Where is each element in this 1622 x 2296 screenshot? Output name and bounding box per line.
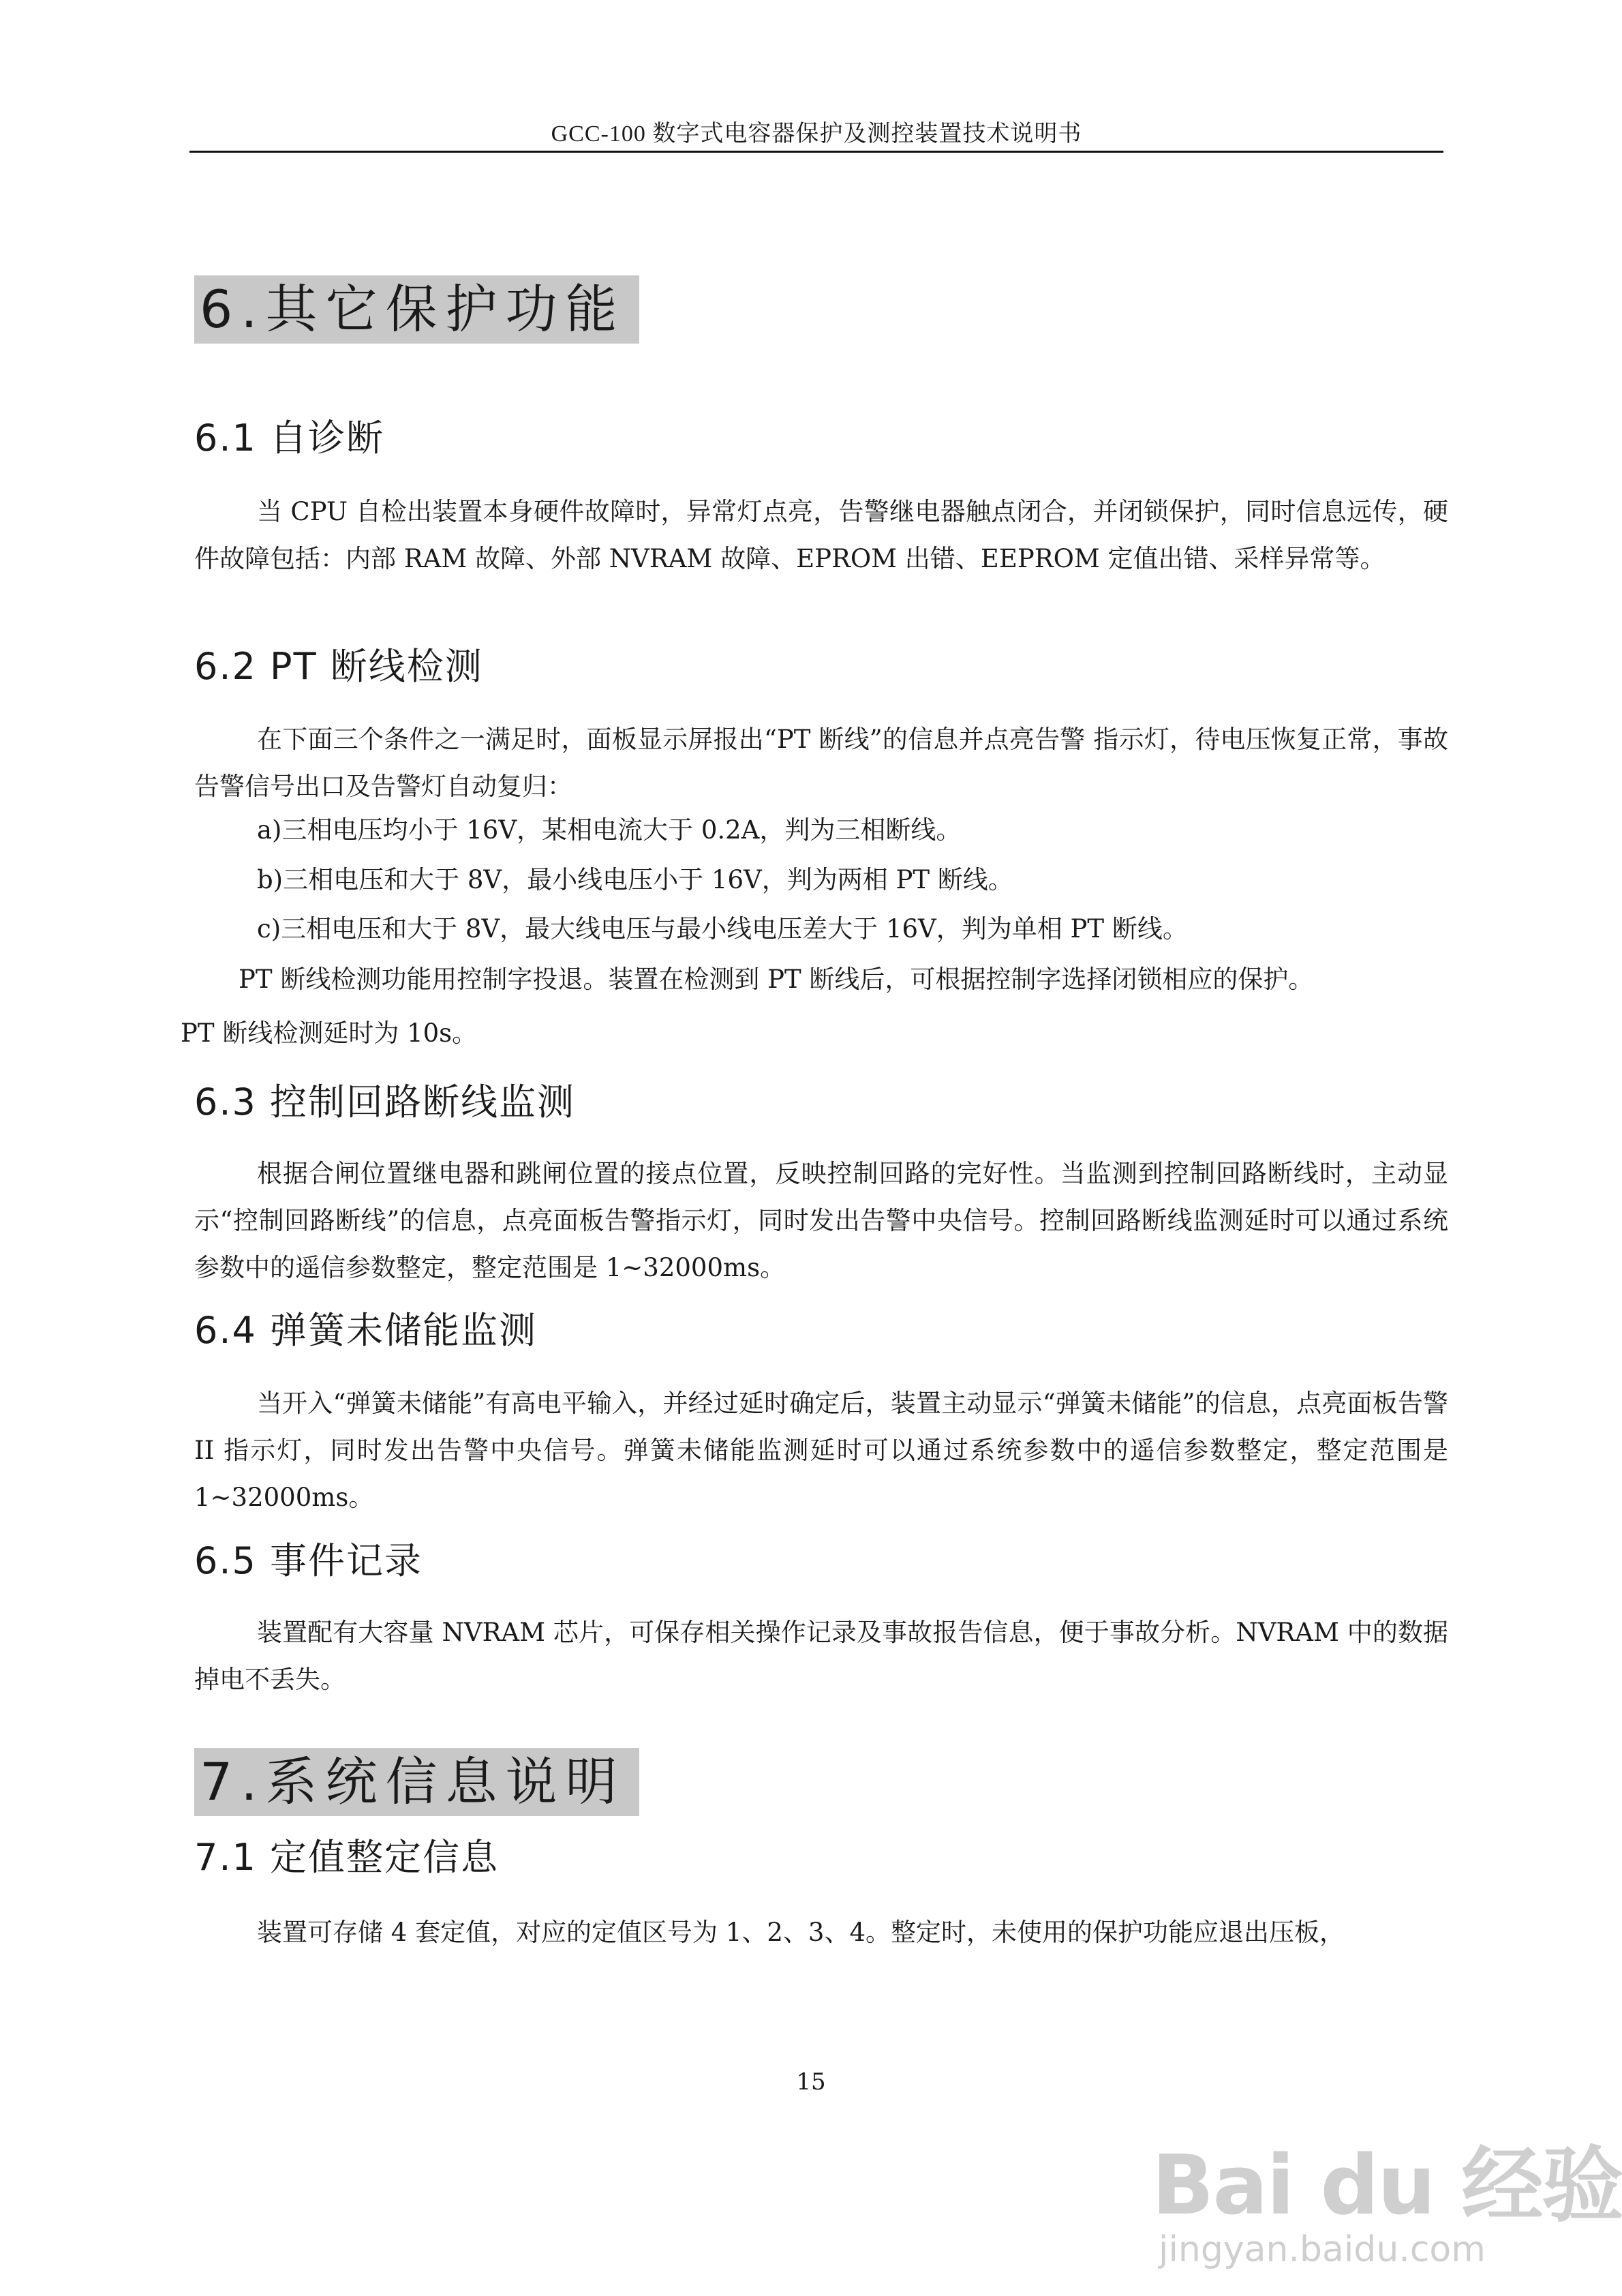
section-6-3-title: 6.3 控制回路断线监测 bbox=[194, 1081, 576, 1123]
baidu-watermark-url: jingyan.baidu.com bbox=[1159, 2229, 1486, 2270]
section-6-1-text: 当 CPU 自检出装置本身硬件故障时，异常灯点亮，告警继电器触点闭合，并闭锁保护，同时信息远传，硬件故障包括：内部 RAM 故障、外部 NVRAM 故障、EPROM 出错、EEPROM 定值出错、采样异常等。 bbox=[194, 497, 1448, 573]
section-6-5-title: 6.5 事件记录 bbox=[194, 1539, 423, 1582]
section-6-2-note-2: PT 断线检测延时为 10s。 bbox=[181, 1018, 478, 1048]
section-6-2-title: 6.2 PT 断线检测 bbox=[194, 645, 483, 688]
section-6-2-item-c: c)三相电压和大于 8V，最大线电压与最小线电压差大于 16V，判为单相 PT 断线。 bbox=[257, 914, 1188, 943]
section-7-1-title: 7.1 定值整定信息 bbox=[194, 1836, 500, 1879]
section-6-5-text: 装置配有大容量 NVRAM 芯片，可保存相关操作记录及事故报告信息，便于事故分析。NVRAM 中的数据掉电不丢失。 bbox=[194, 1618, 1448, 1694]
section-6-4-title: 6.4 弹簧未储能监测 bbox=[194, 1309, 538, 1352]
chapter-6-title: 6.其它保护功能 bbox=[194, 275, 639, 344]
section-6-4-text: 当开入“弹簧未储能”有高电平输入，并经过延时确定后，装置主动显示“弹簧未储能”的信息，点亮面板告警 II 指示灯，同时发出告警中央信号。弹簧未储能监测延时可以通过系统参数中的遥信参数整定，整定范围是 1~32000ms。 bbox=[194, 1389, 1448, 1512]
section-7-1-text: 装置可存储 4 套定值，对应的定值区号为 1、2、3、4。整定时，未使用的保护功能应退出压板， bbox=[257, 1918, 1345, 1947]
section-6-2-item-b: b)三相电压和大于 8V，最小线电压小于 16V，判为两相 PT 断线。 bbox=[257, 865, 1013, 894]
header-rule bbox=[189, 151, 1443, 153]
chapter-7-title: 7.系统信息说明 bbox=[194, 1748, 639, 1816]
page-header: GCC-100 数字式电容器保护及测控装置技术说明书 bbox=[551, 121, 1082, 147]
section-6-1-title: 6.1 自诊断 bbox=[194, 417, 385, 459]
page-number: 15 bbox=[796, 2068, 826, 2096]
section-6-2-item-a: a)三相电压均小于 16V，某相电流大于 0.2A，判为三相断线。 bbox=[257, 815, 962, 845]
section-6-2-note-1: PT 断线检测功能用控制字投退。装置在检测到 PT 断线后，可根据控制字选择闭锁相应的保护。 bbox=[239, 965, 1314, 994]
section-6-3-text: 根据合闸位置继电器和跳闸位置的接点位置，反映控制回路的完好性。当监测到控制回路断线时，主动显示“控制回路断线”的信息，点亮面板告警指示灯，同时发出告警中央信号。控制回路断线监测延时可以通过系统参数中的遥信参数整定，整定范围是 1~32000ms。 bbox=[194, 1159, 1448, 1282]
section-6-2-intro: 在下面三个条件之一满足时，面板显示屏报出“PT 断线”的信息并点亮告警 指示灯，待电压恢复正常，事故告警信号出口及告警灯自动复归： bbox=[194, 725, 1448, 801]
baidu-watermark-logo: Bai du 经验 bbox=[1152, 2139, 1622, 2233]
